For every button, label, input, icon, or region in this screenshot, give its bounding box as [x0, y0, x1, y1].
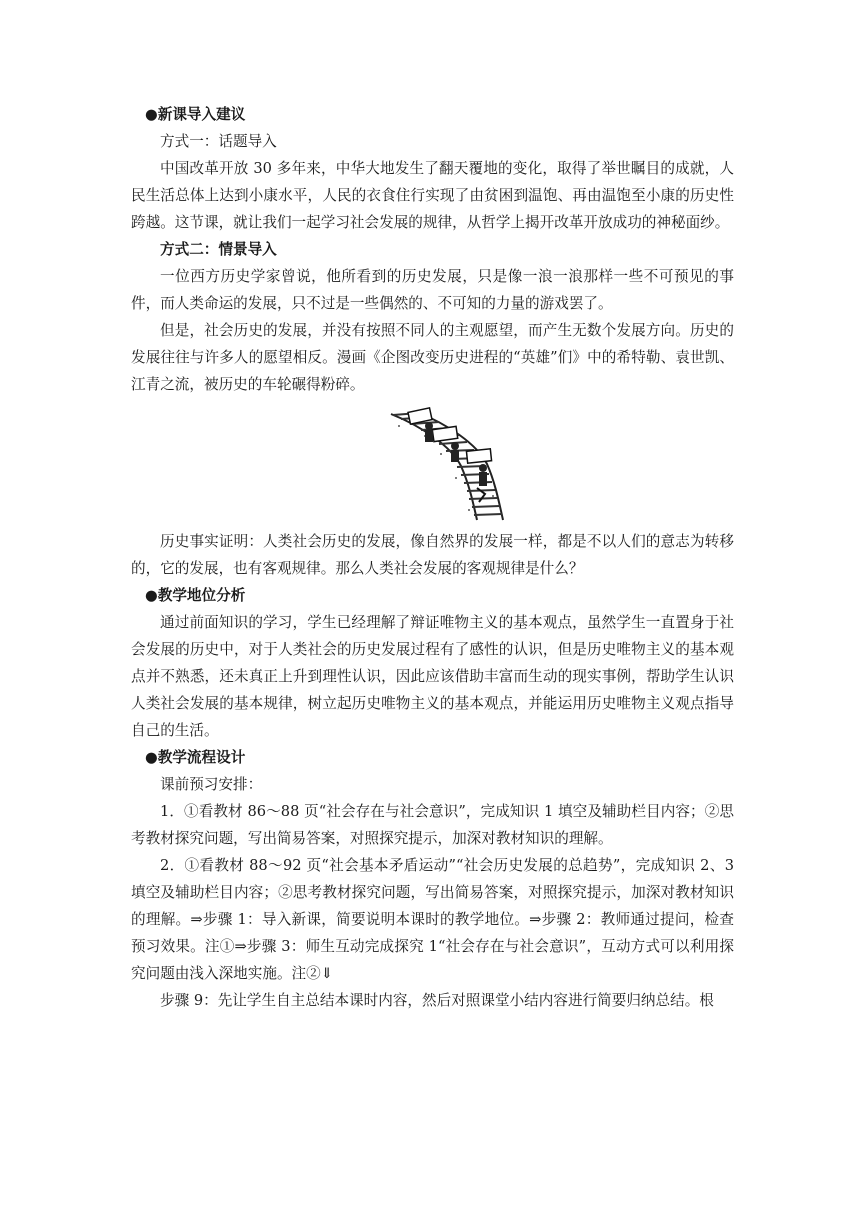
- section-heading-flow: ●教学流程设计: [145, 749, 246, 766]
- position-paragraph: 通过前面知识的学习，学生已经理解了辩证唯物主义的基本观点，虽然学生一直置身于社会发展的历史中，对于人类社会的历史发展过程有了感性的认识，但是历史唯物主义的基本观点并不熟悉，还未真正上升到理性认识，因此应该借助丰富而生动的现实事例，帮助学生认识人类社会发展的基本规律，树立起历史唯物主义的基本观点，并能运用历史唯物主义观点指导自己的生活。: [131, 614, 734, 739]
- cartoon-figure: [131, 406, 734, 522]
- conclusion-paragraph: 历史事实证明：人类社会历史的发展，像自然界的发展一样，都是不以人们的意志为转移的，它的发展，也有客观规律。那么人类社会发展的客观规律是什么？: [131, 533, 734, 577]
- section-heading-position: ●教学地位分析: [145, 587, 246, 604]
- flow-step-2: 2．①看教材 88～92 页“社会基本矛盾运动”“社会历史发展的总趋势”，完成知识 2、3 填空及辅助栏目内容；②思考教材探究问题，写出简易答案，对照探究提示，加深对教材知识的理解。⇒步骤 1：导入新课，简要说明本课时的教学地位。⇒步骤 2：教师通过提问，检查预习效果。注①⇒步骤 3：师生互动完成探究 1“社会存在与社会意识”，互动方式可以利用探究问题由浅入深地实施。注②⇓: [131, 857, 734, 982]
- method2-title: 方式二：情景导入: [160, 241, 277, 258]
- preview-title: 课前预习安排：: [160, 776, 263, 793]
- section-heading-intro: ●新课导入建议: [145, 106, 246, 123]
- method1-paragraph: 中国改革开放 30 多年来，中华大地发生了翻天覆地的变化，取得了举世瞩目的成就，人民生活总体上达到小康水平，人民的衣食住行实现了由贫困到温饱、再由温饱至小康的历史性跨越。这节课，就让我们一起学习社会发展的规律，从哲学上揭开改革开放成功的神秘面纱。: [131, 160, 734, 231]
- cartoon-wheel-track-illustration: [381, 406, 521, 522]
- method2-paragraph-1: 一位西方历史学家曾说，他所看到的历史发展，只是像一浪一浪那样一些不可预见的事件，而人类命运的发展，只不过是一些偶然的、不可知的力量的游戏罢了。: [131, 268, 734, 312]
- method1-title: 方式一：话题导入: [160, 133, 277, 150]
- method2-paragraph-2: 但是，社会历史的发展，并没有按照不同人的主观愿望，而产生无数个发展方向。历史的发展往往与许多人的愿望相反。漫画《企图改变历史进程的“英雄”们》中的希特勒、袁世凯、江青之流，被历史的车轮碾得粉碎。: [131, 322, 734, 393]
- flow-step-9: 步骤 9：先让学生自主总结本课时内容，然后对照课堂小结内容进行简要归纳总结。根: [160, 992, 714, 1009]
- flow-step-1: 1．①看教材 86～88 页“社会存在与社会意识”，完成知识 1 填空及辅助栏目内容；②思考教材探究问题，写出简易答案，对照探究提示，加深对教材知识的理解。: [131, 803, 734, 847]
- document-body: [131, 101, 734, 1014]
